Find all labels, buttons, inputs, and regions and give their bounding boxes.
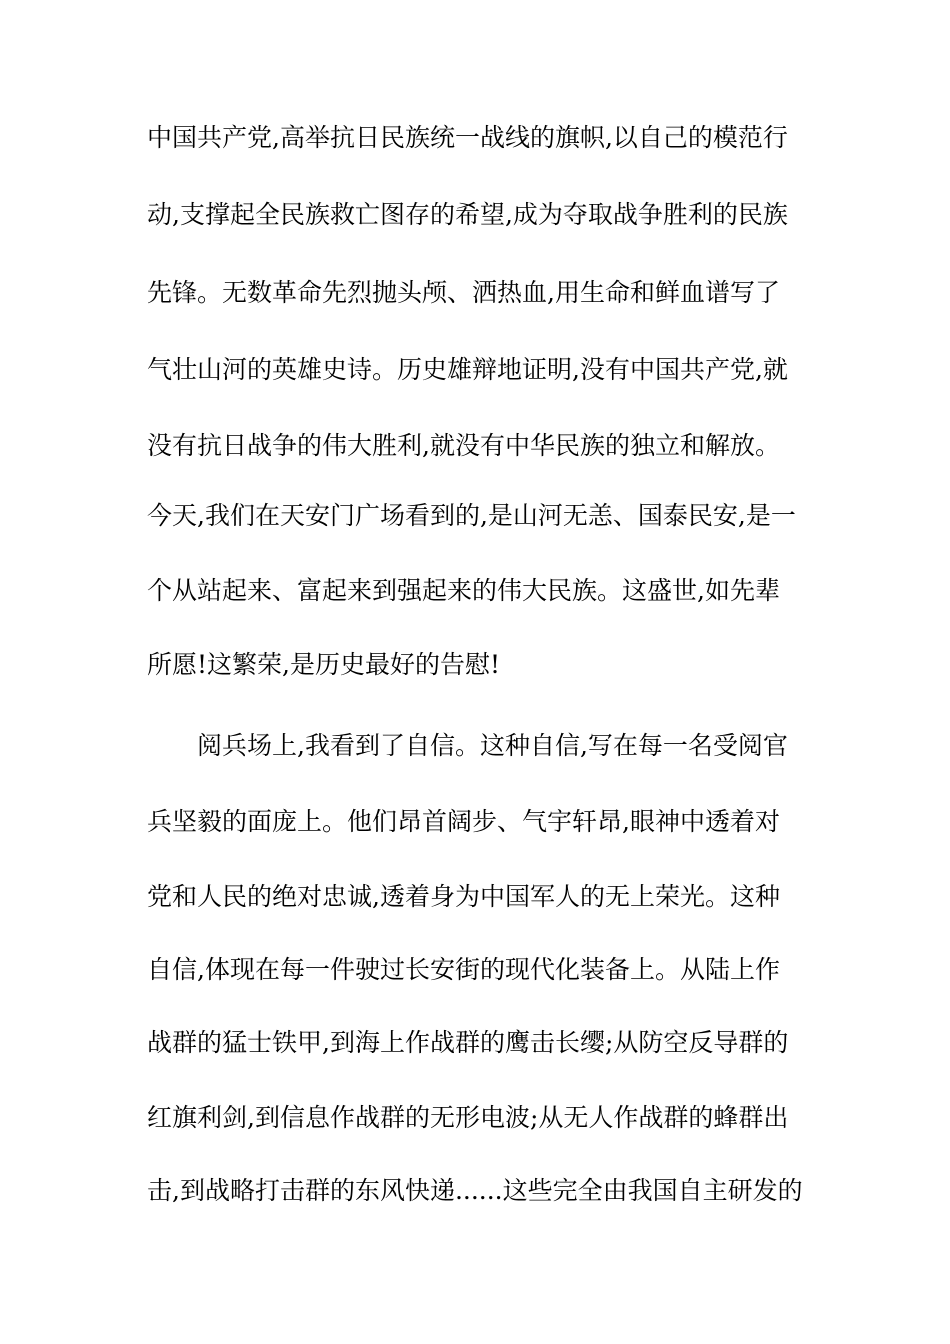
paragraph-line-11: 党和人民的绝对忠诚,透着身为中国军人的无上荣光。这种: [147, 882, 780, 911]
paragraph-line-12: 自信,体现在每一件驶过长安街的现代化装备上。从陆上作: [147, 955, 780, 984]
paragraph-line-14: 红旗利剑,到信息作战群的无形电波;从无人作战群的蜂群出: [147, 1103, 789, 1132]
paragraph-line-1: 中国共产党,高举抗日民族统一战线的旗帜,以自己的模范行: [147, 123, 788, 152]
paragraph-line-13: 战群的猛士铁甲,到海上作战群的鹰击长缨;从防空反导群的: [147, 1028, 789, 1057]
paragraph-line-2: 动,支撑起全民族救亡图存的希望,成为夺取战争胜利的民族: [147, 200, 788, 229]
paragraph-line-10: 兵坚毅的面庞上。他们昂首阔步、气宇轩昂,眼神中透着对: [147, 807, 780, 836]
paragraph-line-9: 阅兵场上,我看到了自信。这种自信,写在每一名受阅官: [197, 731, 788, 760]
paragraph-line-3: 先锋。无数革命先烈抛头颅、洒热血,用生命和鲜血谱写了: [147, 278, 780, 307]
paragraph-line-7: 个从站起来、富起来到强起来的伟大民族。这盛世,如先辈: [147, 576, 780, 605]
paragraph-line-5: 没有抗日战争的伟大胜利,就没有中华民族的独立和解放。: [147, 431, 780, 460]
paragraph-line-15: 击,到战略打击群的东风快递......这些完全由我国自主研发的: [147, 1176, 803, 1205]
paragraph-line-4: 气壮山河的英雄史诗。历史雄辩地证明,没有中国共产党,就: [147, 355, 788, 384]
paragraph-line-8: 所愿!这繁荣,是历史最好的告慰!: [147, 650, 501, 679]
paragraph-line-6: 今天,我们在天安门广场看到的,是山河无恙、国泰民安,是一: [147, 501, 796, 530]
